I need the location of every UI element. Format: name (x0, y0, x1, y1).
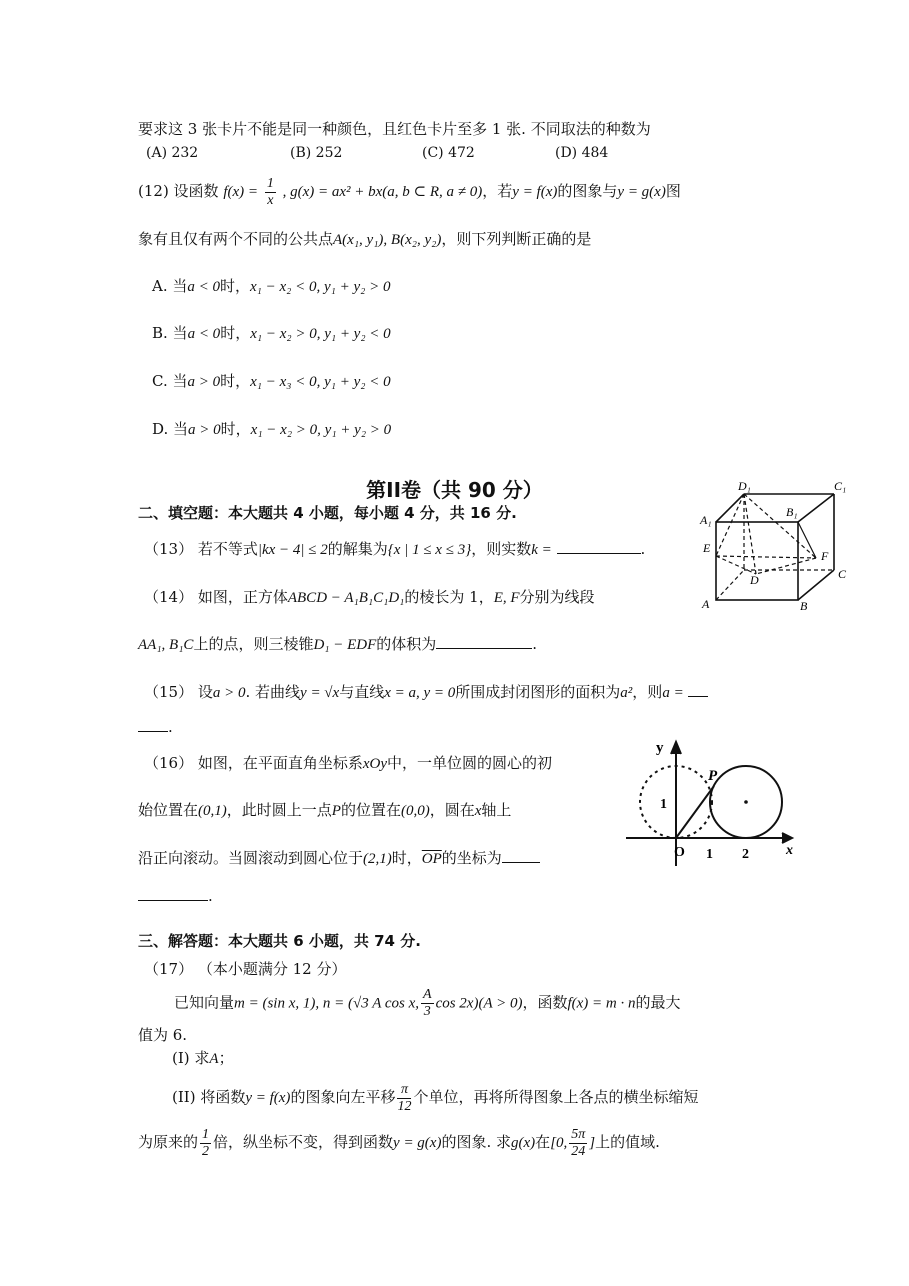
q12-line2-a: 象有且仅有两个不同的公共点 (138, 230, 334, 248)
q14-d: 上的点，则三棱锥 (193, 635, 314, 653)
q12-choice-c (152, 370, 391, 393)
q17-p3g2: g(x) (511, 1135, 536, 1151)
q15-c: 与直线 (339, 683, 385, 701)
q16-e: . (208, 887, 213, 905)
q17-m2: cos 2x)(A > 0) (435, 995, 523, 1012)
q16-sys: xOy (362, 756, 388, 772)
q14-a: （14） 如图，正方体 (144, 588, 288, 606)
label-d1: D₁ (738, 479, 751, 493)
q17-p2a: (II) 将函数 (172, 1088, 246, 1106)
q12-frac-num: 1 (266, 175, 274, 191)
q17-p3a: 为原来的 (138, 1133, 199, 1151)
q11-option-a: (A) 232 (146, 145, 199, 161)
q14-line-2 (138, 633, 537, 656)
q17-int-b: ] (589, 1135, 596, 1151)
q15-lines: x = a, y = 0 (384, 685, 456, 701)
q12-tail: 图 (665, 182, 681, 200)
label-a: A (702, 597, 710, 611)
q12-line-2 (138, 228, 591, 251)
q13-c: ，则实数 (471, 540, 532, 558)
q16-d1: (2,1) (363, 851, 392, 867)
q12-mid2: 的图象与 (557, 182, 618, 200)
q16-b: 中，一单位圆的圆心的初 (387, 754, 553, 772)
q16-d2: 时， (391, 849, 422, 867)
q17-shift-den: 12 (397, 1098, 412, 1114)
q15-area: a² (620, 685, 633, 701)
choice-when: 时， (220, 372, 251, 390)
q15-answer-blank-2[interactable] (138, 717, 168, 732)
q12-frac-den: x (267, 192, 274, 208)
q14-line-1 (144, 586, 595, 609)
q17-half-den: 2 (202, 1143, 210, 1159)
point-p-label: P (708, 768, 718, 784)
q16-p: P (331, 803, 341, 819)
q17-p3d: 在 (535, 1133, 551, 1151)
q12-choice-a (152, 275, 391, 298)
q17-int-den: 24 (571, 1143, 586, 1159)
label-d: D (750, 573, 759, 587)
x-one-label: 1 (706, 847, 713, 862)
q15-f: . (168, 718, 173, 736)
part2-section-title: 二、填空题：本大题共 4 小题，每小题 4 分，共 16 分. (138, 504, 517, 522)
q13-a: （13） 若不等式 (144, 540, 258, 558)
choice-cond: a < 0 (187, 326, 221, 342)
q17-a: 已知向量 (174, 993, 235, 1012)
part3-section-title: 三、解答题：本大题共 6 小题，共 74 分. (138, 932, 421, 950)
q17-fx: f(x) = m · n (567, 995, 636, 1012)
q16-line-1 (144, 752, 552, 775)
q17-title: （17） （本小题满分 12 分） (144, 960, 347, 978)
q11-option-d: (D) 484 (555, 145, 609, 161)
q13-var: k = (531, 542, 552, 558)
q12-fraction (265, 177, 276, 208)
q13-b: 的解集为 (327, 540, 388, 558)
q17-p3g: y = g(x) (393, 1135, 442, 1151)
q17-p2f: y = f(x) (245, 1090, 291, 1106)
q15-cond: a > 0 (212, 685, 246, 701)
q15-answer-blank-1[interactable] (688, 682, 708, 697)
q13-answer-blank[interactable] (557, 539, 641, 554)
q17-p2c: 个单位，再将所得图象上各点的横坐标缩短 (413, 1088, 699, 1106)
q14-answer-blank[interactable] (436, 634, 532, 649)
q12-mid: ，若 (482, 182, 513, 200)
q16-answer-blank-1[interactable] (502, 848, 540, 863)
q16-c4: ，圆在 (429, 801, 475, 819)
q14-f: . (532, 635, 538, 653)
q17-m: m = (sin x, 1), n = (√3 A cos x, (234, 995, 419, 1012)
choice-cond: a < 0 (187, 279, 220, 295)
q17-part-1 (172, 1047, 234, 1070)
axis-x-label: x (786, 843, 793, 858)
label-f: F (821, 549, 829, 563)
q16-c: 始位置在 (138, 801, 199, 819)
choice-label: A. 当 (152, 277, 188, 295)
q17-part-2-cont (138, 1126, 660, 1159)
choice-cond: a > 0 (187, 374, 221, 390)
q15-d: 所围成封闭图形的面积为 (455, 683, 621, 701)
q15-line-1 (144, 681, 708, 704)
choice-expr: x₁ − x₂ > 0, y₁ + y₂ < 0 (250, 326, 391, 342)
q17-half-fraction (200, 1128, 211, 1159)
q16-vec: $\overline{OP}$ (421, 851, 442, 867)
q15-curve: y = √x (300, 685, 340, 701)
q17-shift-num: π (397, 1083, 411, 1099)
q16-c3: (0,0) (400, 803, 430, 819)
q16-c0: (0,1) (198, 803, 227, 819)
q16-c2: 的位置在 (340, 801, 401, 819)
q16-cx: x (474, 803, 482, 819)
q17-int-a: [0, (550, 1135, 568, 1151)
q16-c1: ，此时圆上一点 (226, 801, 332, 819)
choice-expr: x₁ − x₂ < 0, y₁ + y₂ > 0 (250, 279, 391, 295)
q13-text (144, 538, 645, 561)
q11-option-c: (C) 472 (422, 145, 475, 161)
q17-p3e: 上的值域. (595, 1133, 660, 1151)
q12-g-def: , g(x) = ax² + bx(a, b ⊂ R, a ≠ 0) (282, 184, 483, 200)
q12-line-1 (138, 176, 681, 208)
q11-option-b: (B) 252 (290, 145, 343, 161)
choice-expr: x₁ − x₃ < 0, y₁ + y₂ < 0 (250, 374, 391, 390)
q17-interval-fraction (569, 1128, 587, 1159)
q17-p1: (I) 求 (172, 1049, 210, 1067)
q17-p1v: A (209, 1051, 219, 1067)
x-two-label: 2 (742, 847, 749, 862)
y-one-label: 1 (660, 797, 667, 812)
q16-answer-blank-2[interactable] (138, 886, 208, 901)
q16-line-4 (138, 885, 213, 907)
q12-f-def: f(x) = (223, 184, 259, 200)
q16-c5: 轴上 (481, 801, 512, 819)
q12-points: A(x₁, y₁), B(x₂, y₂) (333, 232, 442, 248)
q15-var: a = (662, 685, 684, 701)
q17-part-2 (172, 1082, 698, 1114)
q14-ef: E, F (493, 590, 520, 606)
q16-a: （16） 如图，在平面直角坐标系 (144, 754, 363, 772)
q14-c: 分别为线段 (519, 588, 595, 606)
q12-prefix: (12) 设函数 (138, 182, 219, 200)
q13-set: {x | 1 ≤ x ≤ 3} (387, 542, 472, 558)
choice-when: 时， (220, 420, 251, 438)
choice-label: B. 当 (152, 324, 188, 342)
choice-when: 时， (220, 324, 251, 342)
q12-line2-b: ，则下列判断正确的是 (441, 230, 592, 248)
q12-choice-b (152, 322, 391, 345)
q15-line-2 (138, 716, 173, 738)
choice-expr: x₁ − x₂ > 0, y₁ + y₂ > 0 (250, 422, 392, 438)
q16-line-3 (138, 847, 540, 870)
q17-line-2: 值为 6. (138, 1026, 188, 1044)
q15-b: . 若曲线 (245, 683, 301, 701)
q14-pyr: D₁ − EDF (313, 637, 377, 653)
q17-p3c: 的图象. 求 (441, 1133, 512, 1151)
q15-a: （15） 设 (144, 683, 213, 701)
label-e: E (703, 541, 711, 555)
label-a1: A₁ (700, 513, 712, 527)
q14-b: 的棱长为 1， (404, 588, 494, 606)
choice-when: 时， (220, 277, 251, 295)
q12-choice-d (152, 418, 391, 441)
q14-cube: ABCD − A₁B₁C₁D₁ (287, 590, 405, 606)
q17-shift-fraction (397, 1083, 411, 1114)
q17-c: 的最大 (635, 993, 681, 1012)
q17-frac-den: 3 (423, 1004, 431, 1019)
q17-p1e: ； (218, 1049, 234, 1067)
q17-fraction (421, 988, 434, 1019)
label-b: B (800, 599, 808, 613)
choice-label: D. 当 (152, 420, 189, 438)
q11-text: 要求这 3 张卡片不能是同一种颜色，且红色卡片至多 1 张. 不同取法的种数为 (138, 120, 651, 138)
axis-y-label: y (656, 740, 664, 756)
q17-p3b: 倍，纵坐标不变，得到函数 (213, 1133, 394, 1151)
q17-line-1 (174, 988, 681, 1019)
q13-ineq: |kx − 4| ≤ 2 (257, 542, 328, 558)
choice-cond: a > 0 (188, 422, 221, 438)
part2-heading: 第II卷（共 90 分） (366, 478, 543, 502)
label-b1: B₁ (786, 505, 798, 519)
q14-segs: AA₁, B₁C (138, 637, 194, 653)
q16-d: 沿正向滚动。当圆滚动到圆心位于 (138, 849, 364, 867)
origin-label: O (674, 845, 685, 860)
label-c1: C₁ (834, 479, 847, 493)
cube-front-face (716, 522, 798, 600)
q13-d: . (640, 540, 646, 558)
q17-half-num: 1 (202, 1126, 210, 1142)
label-c: C (838, 567, 847, 581)
q12-cond: y = f(x) (512, 184, 558, 200)
q14-e: 的体积为 (376, 635, 437, 653)
q17-int-num: 5π (571, 1126, 586, 1142)
q12-cond2: y = g(x) (617, 184, 666, 200)
choice-label: C. 当 (152, 372, 188, 390)
q17-frac-num: A (423, 987, 432, 1002)
q16-d3: 的坐标为 (441, 849, 502, 867)
q15-e: ，则 (632, 683, 663, 701)
q16-line-2 (138, 799, 511, 822)
cube-figure (698, 478, 858, 618)
q17-b: ，函数 (522, 993, 568, 1012)
rolling-circle-figure (622, 736, 802, 872)
q17-p2b: 的图象向左平移 (290, 1088, 396, 1106)
